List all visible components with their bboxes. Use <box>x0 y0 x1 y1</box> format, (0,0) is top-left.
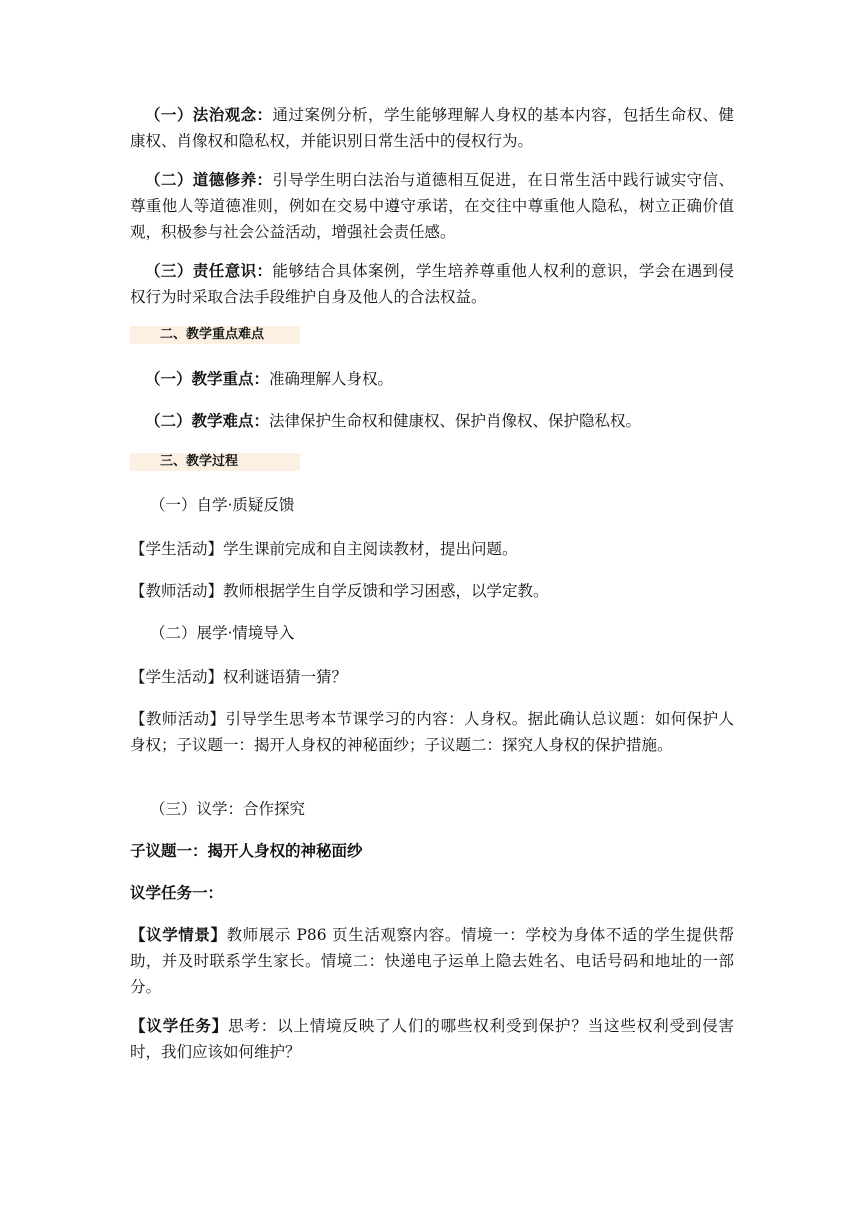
part1-teacher-activity <box>130 578 734 604</box>
objective-label: （三）责任意识： <box>145 262 273 280</box>
scenario-tag: 【议学情景】 <box>130 926 227 944</box>
part2-title: （二）展学·情境导入 <box>150 624 295 642</box>
subtopic-heading: 子议题一：揭开人身权的神秘面纱 <box>130 842 363 860</box>
task-tag: 【议学任务】 <box>130 1017 229 1035</box>
key-point-text: 准确理解人身权。 <box>269 370 394 388</box>
objective-text: 通过案例分析，学生能够理解人身权的基本内容，包括生命权、健康权、肖像权和隐私权，并能识别日常生活中的侵权行为。 <box>130 106 734 150</box>
difficult-point-label: （二）教学难点： <box>145 412 270 430</box>
activity-text: 引导学生思考本节课学习的内容：人身权。据此确认总议题：如何保护人身权；子议题一：揭开人身权的神秘面纱；子议题二：探究人身权的保护措施。 <box>130 710 734 754</box>
activity-tag: 【学生活动】 <box>130 668 224 686</box>
part1-student-activity <box>130 536 734 562</box>
section-heading-key-points: 二、教学重点难点 <box>130 326 300 344</box>
objective-morality <box>130 167 734 245</box>
task-heading: 议学任务一： <box>130 884 224 902</box>
section-heading-process: 三、教学过程 <box>130 453 300 471</box>
part3-title: （三）议学：合作探究 <box>150 800 306 818</box>
difficult-point <box>130 408 734 434</box>
activity-tag: 【学生活动】 <box>130 540 224 558</box>
scenario-text: 教师展示 P86 页生活观察内容。情境一：学校为身体不适的学生提供帮助，并及时联系学生家长。情境二：快递电子运单上隐去姓名、电话号码和地址的一部分。 <box>130 926 734 996</box>
objective-label: （二）道德修养： <box>145 171 273 189</box>
objective-text: 能够结合具体案例，学生培养尊重他人权利的意识，学会在遇到侵权行为时采取合法手段维护自身及他人的合法权益。 <box>130 262 734 306</box>
activity-text: 教师根据学生自学反馈和学习困惑，以学定教。 <box>223 582 549 600</box>
task-text: 思考：以上情境反映了人们的哪些权利受到保护？当这些权利受到侵害时，我们应该如何维护？ <box>130 1017 734 1061</box>
part2-student-activity <box>130 664 734 690</box>
part1-title: （一）自学·质疑反馈 <box>150 496 295 514</box>
objective-law <box>130 102 734 154</box>
key-point <box>130 366 734 392</box>
activity-tag: 【教师活动】 <box>130 582 224 600</box>
discussion-task <box>130 1013 734 1065</box>
key-point-label: （一）教学重点： <box>145 370 270 388</box>
discussion-scenario <box>130 922 734 1000</box>
objective-label: （一）法治观念： <box>145 106 273 124</box>
difficult-point-text: 法律保护生命权和健康权、保护肖像权、保护隐私权。 <box>269 412 642 430</box>
activity-text: 权利谜语猜一猜？ <box>223 668 348 686</box>
objective-responsibility <box>130 258 734 310</box>
activity-text: 学生课前完成和自主阅读教材，提出问题。 <box>223 540 518 558</box>
objective-text: 引导学生明白法治与道德相互促进，在日常生活中践行诚实守信、尊重他人等道德准则，例如在交易中遵守承诺，在交往中尊重他人隐私，树立正确价值观，积极参与社会公益活动，增强社会责任感。 <box>130 171 734 241</box>
activity-tag: 【教师活动】 <box>130 710 226 728</box>
part2-teacher-activity <box>130 706 734 758</box>
